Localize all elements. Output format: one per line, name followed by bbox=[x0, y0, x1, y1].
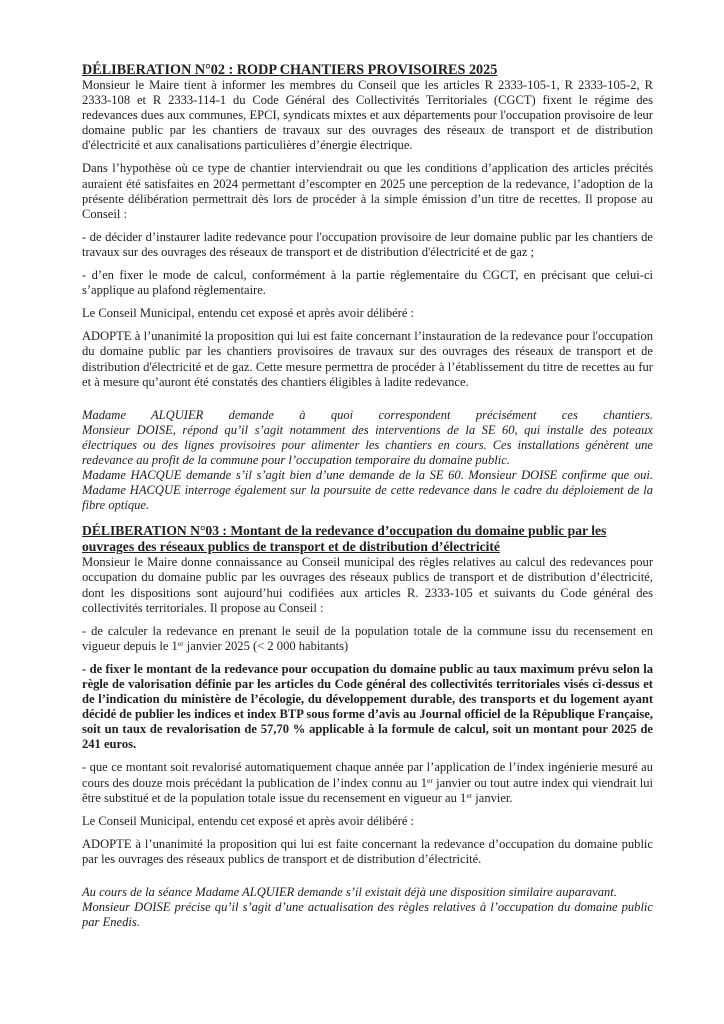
ordinal-suffix: er bbox=[427, 775, 433, 785]
proposal-text: - que ce montant soit revalorisé automatiquement chaque année par l’application de l’index ingénierie mesuré au cours des douze mois précédant la publication de l’index connu au 1 bbox=[82, 760, 653, 790]
deliberation-03-proposal-amount: - de fixer le montant de la redevance pour occupation du domaine public au taux maximum prévu selon la règle de valorisation définie par les articles du Code général des collectivités territoriales visés ci-dessus et de l’indication du ministère de l’écologie, du développement durable, des transports et du logement ayant décidé de publier les indices et index BTP sous forme d’avis au Journal officiel de la République Française, soit un taux de revalorisation de 57,70 % applicable à la formule de calcul, soit un montant pour 2025 de 241 euros. bbox=[82, 661, 653, 752]
document-page bbox=[82, 62, 653, 938]
deliberation-02-discussion-line: Madame ALQUIER demande à quoi correspondent précisément ces chantiers. bbox=[82, 407, 653, 422]
deliberation-03-discussion-line: Au cours de la séance Madame ALQUIER demande s’il existait déjà une disposition similaire auparavant. bbox=[82, 885, 617, 900]
proposal-text: janvier 2025 (< 2 000 habitants) bbox=[183, 638, 349, 653]
deliberation-02-discussion-line: Madame HACQUE demande s’il s’agit bien d’une demande de la SE 60. Monsieur DOISE confirme que oui. Madame HACQUE interroge également sur la poursuite de cette redevance dans le cadre du déploiement de la fibre optique. bbox=[82, 468, 653, 513]
deliberation-02 bbox=[82, 62, 653, 513]
deliberation-02-council-statement: Le Conseil Municipal, entendu cet exposé et après avoir délibéré : bbox=[82, 306, 415, 321]
deliberation-02-title: DÉLIBERATION N°02 : RODP CHANTIERS PROVISOIRES 2025 bbox=[82, 62, 498, 78]
ordinal-suffix: er bbox=[177, 638, 184, 648]
proposal-text: janvier ou tout autre index qui viendrait lui être substitué et de la population totale issue du recensement en vigueur au 1 bbox=[82, 775, 653, 805]
deliberation-03 bbox=[82, 523, 653, 930]
deliberation-02-proposal: - de décider d’instaurer ladite redevance pour l'occupation provisoire de leur domaine public par les chantiers de travaux sur des ouvrages des réseaux de transport et de distribution d'électricité et de gaz ; bbox=[82, 229, 653, 259]
ordinal-suffix: er bbox=[466, 790, 473, 800]
deliberation-03-proposal-revaluation bbox=[82, 760, 653, 805]
deliberation-03-adoption: ADOPTE à l’unanimité la proposition qui lui est faite concernant la redevance d’occupation du domaine public par les ouvrages des réseaux publics de transport et de distribution d’électricité. bbox=[82, 836, 653, 866]
deliberation-03-title: DÉLIBERATION N°03 : Montant de la redevance d’occupation du domaine public par les ouvrages des réseaux publics de transport et de distribution d’électricité bbox=[82, 523, 607, 555]
deliberation-03-proposal-population bbox=[82, 624, 653, 654]
deliberation-03-council-statement: Le Conseil Municipal, entendu cet exposé et après avoir délibéré : bbox=[82, 813, 415, 828]
proposal-text: janvier. bbox=[472, 790, 513, 805]
proposal-text: - de calculer la redevance en prenant le seuil de la population totale de la commune issu du recensement en vigueur depuis le 1 bbox=[82, 623, 653, 653]
deliberation-02-proposal: - d’en fixer le mode de calcul, conformément à la partie réglementaire du CGCT, en précisant que celui-ci s’applique au plafond règlementaire. bbox=[82, 268, 653, 298]
deliberation-03-intro: Monsieur le Maire donne connaissance au Conseil municipal des règles relatives au calcul des redevances pour occupation du domaine public par les ouvrages des réseaux publics de transport et de distribution d’électricité, dont les dispositions sont aujourd’hui codifiées aux articles R. 2333-105 et suivants du Code général des collectivités territoriales. Il propose au Conseil : bbox=[82, 555, 653, 615]
deliberation-02-adoption: ADOPTE à l’unanimité la proposition qui lui est faite concernant l’instauration de la redevance pour l'occupation du domaine public par les chantiers provisoires de travaux sur des ouvrages des réseaux de transport et de distribution d'électricité et de gaz. Cette mesure permettra de procéder à l’établissement du titre de recettes au fur et à mesure qu’auront été constatés des chantiers éligibles à ladite redevance. bbox=[82, 329, 653, 389]
deliberation-03-discussion-line: Monsieur DOISE précise qu’il s’agit d’une actualisation des règles relatives à l’occupation du domaine public par Enedis. bbox=[82, 900, 653, 930]
deliberation-02-intro: Monsieur le Maire tient à informer les membres du Conseil que les articles R 2333-105-1, R 2333-105-2, R 2333-108 et R 2333-114-1 du Code Général des Collectivités Territoriales (CGCT) fixent le régime des redevances dues aux communes, EPCI, syndicats mixtes et aux départements pour l'occupation provisoire de leur domaine public par les chantiers de travaux sur des ouvrages des réseaux de transport et de distribution d'électricité et aux canalisations particulières d’énergie électrique. bbox=[82, 78, 653, 153]
deliberation-02-hypothesis: Dans l’hypothèse où ce type de chantier interviendrait ou que les conditions d’application des articles précités auraient été satisfaites en 2024 permettant d’escompter en 2025 une perception de la redevance, l’adoption de la présente délibération permettrait dès lors de procéder à la simple émission d’un titre de recettes. Il propose au Conseil : bbox=[82, 161, 653, 221]
deliberation-02-discussion-line: Monsieur DOISE, répond qu’il s’agit notamment des interventions de la SE 60, qui installe des poteaux électriques ou des lignes provisoires pour alimenter les chantiers en cours. Ces installations génèrent une redevance au profit de la commune pour l’occupation temporaire du domaine public. bbox=[82, 422, 653, 467]
